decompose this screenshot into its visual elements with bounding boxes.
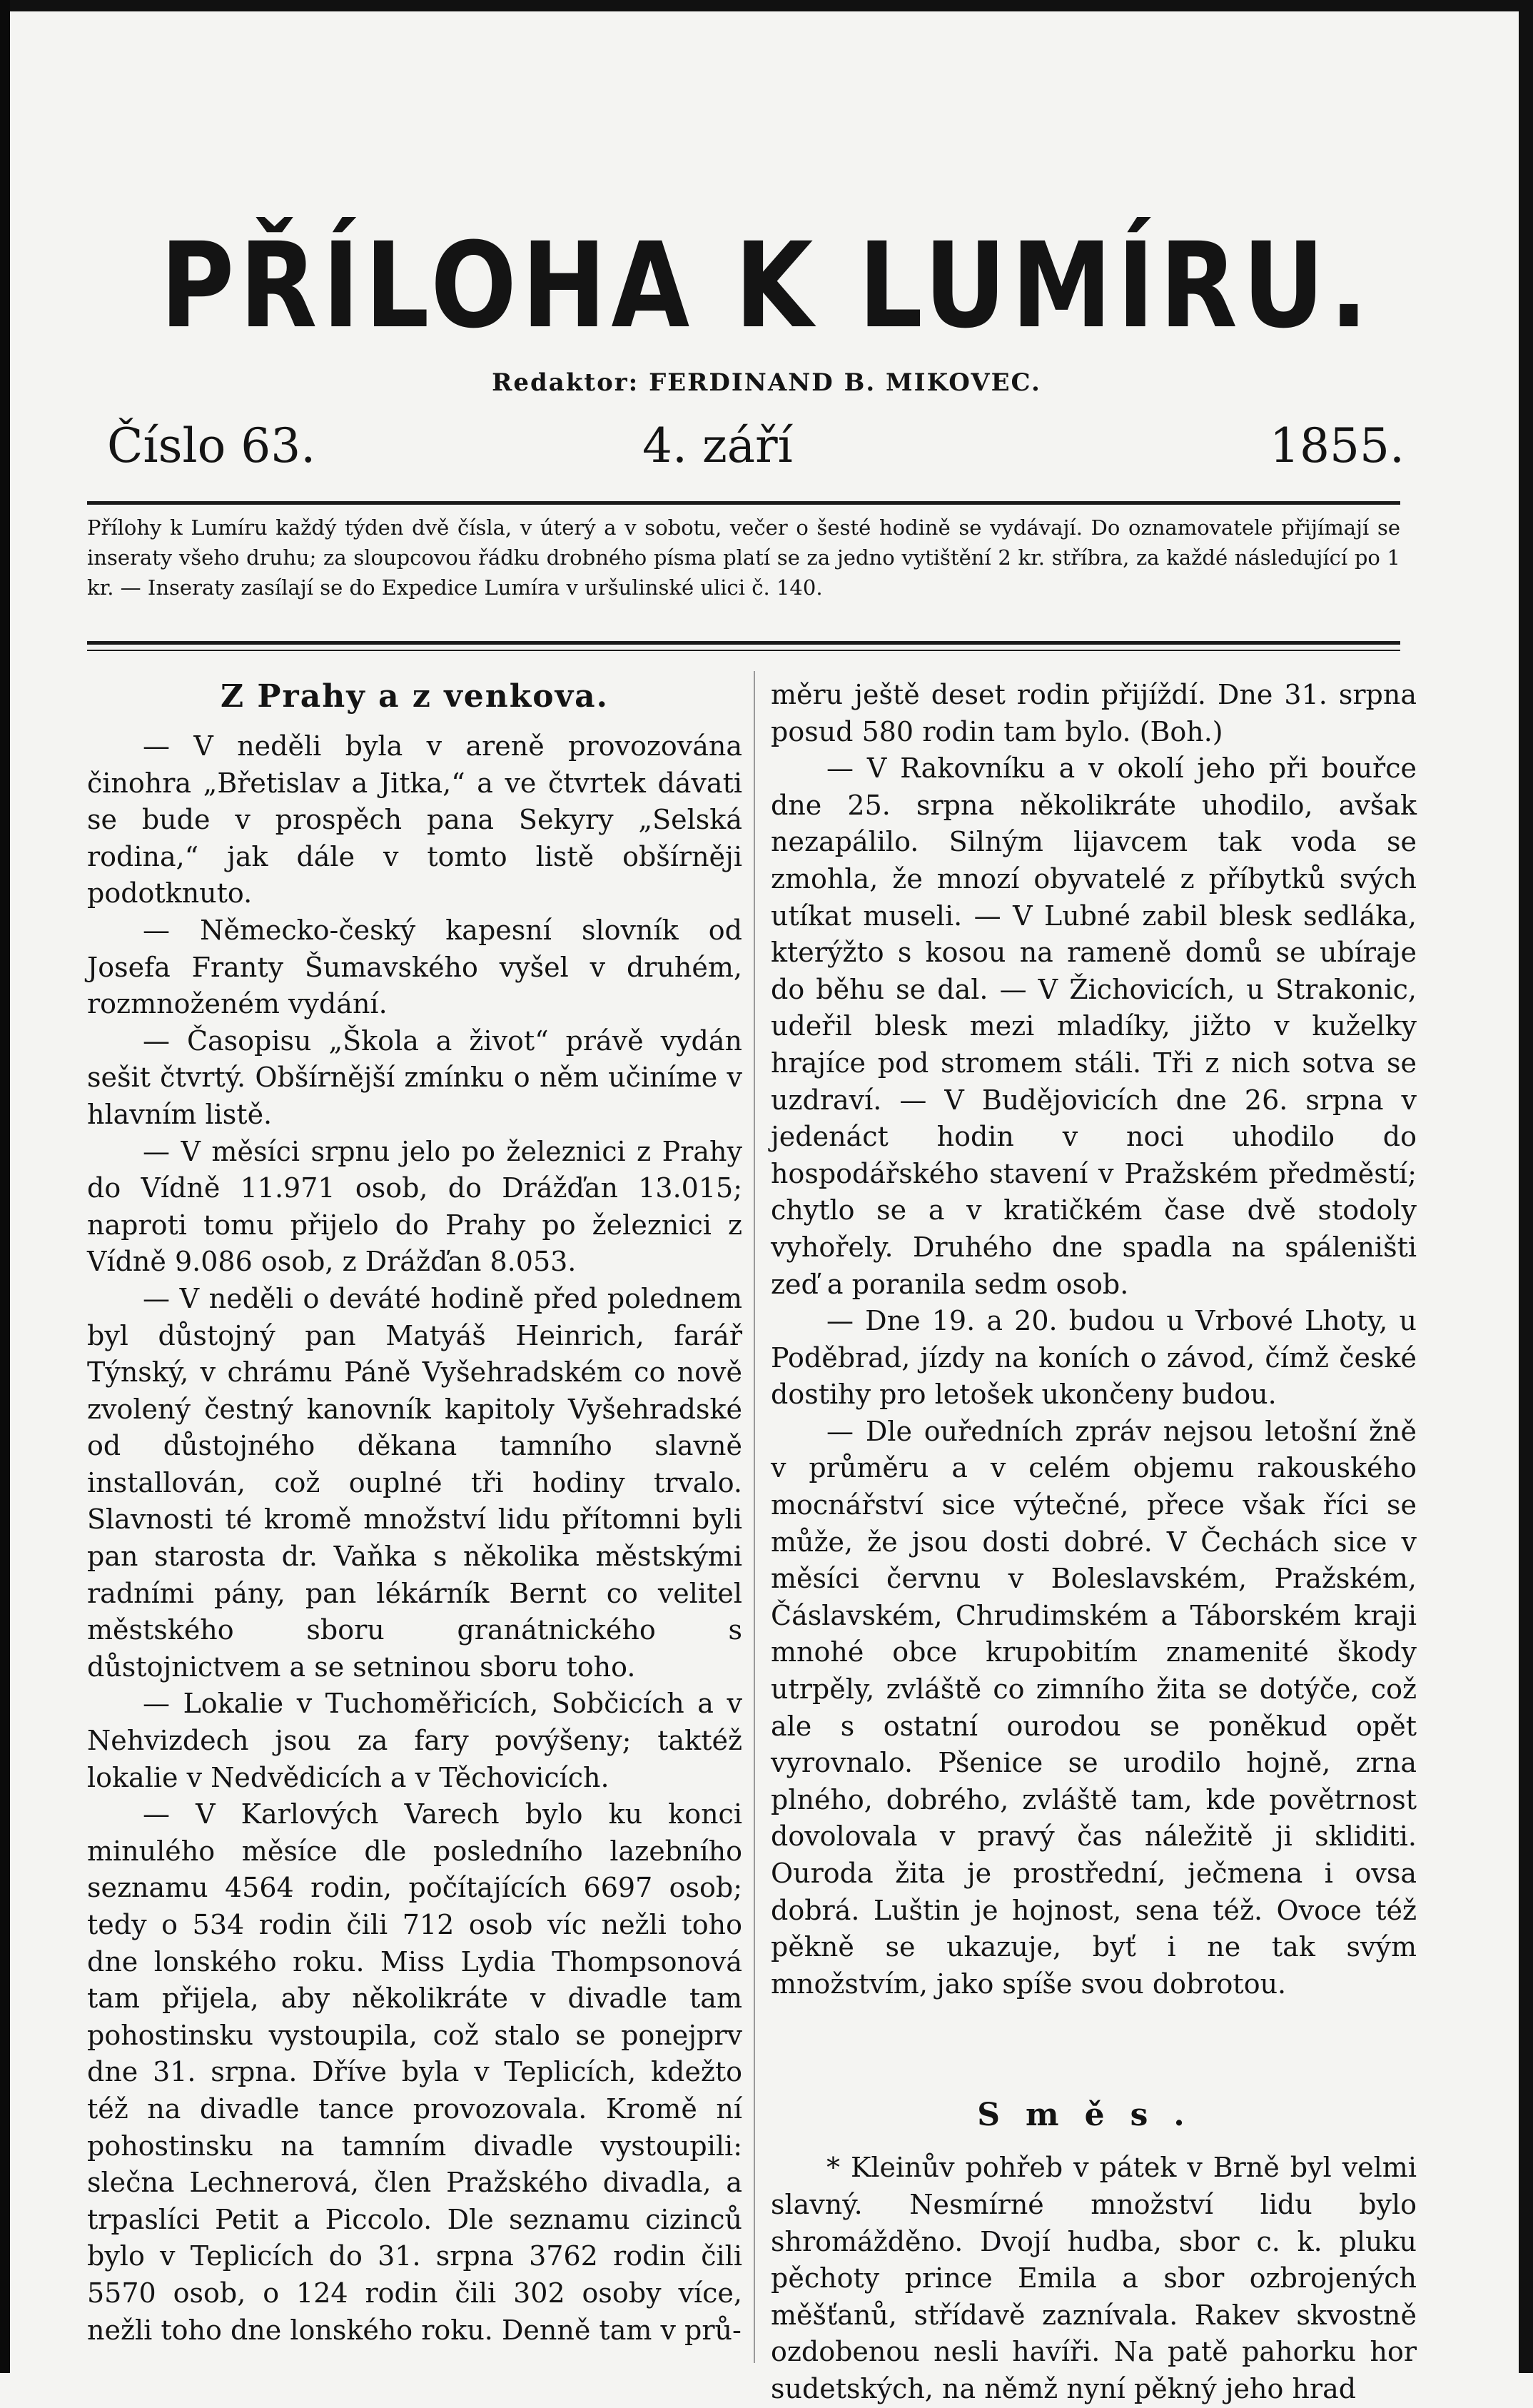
issue-date: 4. září	[642, 418, 793, 473]
news-paragraph: — Dle ouředních zpráv nejsou letošní žně v průměru a v celém objemu rakouského mocnářství sice výtečné, přece však říci se může, že jsou dosti dobré. V Čechách sice v měsíci červnu v Boleslavském, Pražském, Čáslavském, Chrudimském a Táborském kraji mnohé obce krupobitím znamenité škody utrpěly, zvláště co zimního žita se dotýče, což ale s ostatní ourodou se poněkud opět vyrovnalo. Pšenice se urodilo hojně, zrna plného, dobrého, zvláště tam, kde povětrnost dovolovala v pravý čas náležitě ji skliditi. Ouroda žita je prostřední, ječmena i ovsa dobrá. Luštin je hojnost, sena též. Ovoce též pěkně se ukazuje, byť i ne tak svým množstvím, jako spíše svou dobrotou.	[771, 1415, 1417, 2000]
rule-top	[87, 501, 1400, 505]
scan-edge-right	[1519, 0, 1533, 2373]
editor-line: Redaktor: FERDINAND B. MIKOVEC.	[492, 368, 1041, 397]
subscription-notice: Přílohy k Lumíru každý týden dvě čísla, v úterý a v sobotu, večer o šesté hodině se vydávají. Do oznamovatele přijímají se inseraty všeho druhu; za sloupcovou řádku drobného písma platí se za jedno vytištění 2 kr. stříbra, za každé následující po 1 kr. — Inseraty zasílají se do Expedice Lumíra v uršulinské ulici č. 140.	[87, 515, 1400, 600]
column-divider	[754, 671, 755, 2363]
news-paragraph: — V měsíci srpnu jelo po železnici z Prahy do Vídně 11.971 osob, do Drážďan 13.015; naproti tomu přijelo do Prahy po železnici z Vídně 9.086 osob, z Drážďan 8.053.	[87, 1135, 742, 1278]
news-paragraph: — V Rakovníku a v okolí jeho při bouřce dne 25. srpna několikráte uhodilo, avšak nezapálilo. Silným lijavcem tak voda se zmohla, že mnozí obyvatelé z příbytků svých utíkat museli. — V Lubné zabil blesk sedláka, kterýžto s kosou na rameně domů se ubíraje do běhu se dal. — V Žichovicích, u Strakonic, udeřil blesk mezi mladíky, jižto v kuželky hrajíce pod stromem stáli. Tři z nich sotva se uzdraví. — V Budějovicích dne 26. srpna v jedenáct hodin v noci uhodilo do hospodářského stavení v Pražském předměstí; chytlo se a v kratičkém čase dvě stodoly vyhořely. Druhého dne spadla na spáleništi zeď a poranila sedm osob.	[771, 752, 1417, 1300]
news-paragraph: — V Karlových Varech bylo ku konci minulého měsíce dle posledního lazebního seznamu 4564 rodin, počítajících 6697 osob; tedy o 534 rodin čili 712 osob víc nežli toho dne lonského roku. Miss Lydia Thompsonová tam přijela, aby několikráte v divadle tam pohostinsku vystoupila, což stalo se ponejprv dne 31. srpna. Dříve byla v Teplicích, kdežto též na divadle tance provozovala. Kromě ní pohostinsku na tamním divadle vystoupili: slečna Lechnerová, člen Pražského divadla, a trpaslíci Petit a Piccolo. Dle seznamu cizinců bylo v Teplicích do 31. srpna 3762 rodin čili 5570 osob, o 124 rodin čili 302 osoby více, nežli toho dne lonského roku. Denně tam v prů-	[87, 1798, 742, 2346]
news-paragraph: — Časopisu „Škola a život“ právě vydán sešit čtvrtý. Obšírnější zmínku o něm učiníme v hlavním listě.	[87, 1024, 742, 1130]
rule-bottom-thin	[87, 650, 1400, 651]
left-column	[87, 677, 742, 2349]
news-paragraph: — Německo-český kapesní slovník od Josefa Franty Šumavského vyšel v druhém, rozmnoženém vydání.	[87, 914, 742, 1020]
section-heading-smes: Směs.	[977, 2097, 1210, 2134]
scan-edge-left	[0, 0, 10, 2373]
section-heading-prague: Z Prahy a z venkova.	[220, 678, 609, 715]
news-paragraph: — Lokalie v Tuchoměřicích, Sobčicích a v Nehvizdech jsou za fary povýšeny; taktéž lokalie v Nedvědicích a v Těchovicích.	[87, 1688, 742, 1793]
rule-bottom-thick	[87, 641, 1400, 645]
issue-year: 1855.	[1270, 418, 1405, 473]
news-paragraph: — V neděli o deváté hodině před polednem byl důstojný pan Matyáš Heinrich, farář Týnský, v chrámu Páně Vyšehradském co nově zvolený čestný kanovník kapitoly Vyšehradské od důstojného děkana tamního slavně installován, což ouplné tři hodiny trvalo. Slavnosti té kromě množství lidu přítomni byli pan starosta dr. Vaňka s několika městskými radními pány, pan lékárník Bernt co velitel městského sboru granátnického s důstojnictvem a se setninou sboru toho.	[87, 1282, 742, 1683]
news-paragraph: — Dne 19. a 20. budou u Vrbové Lhoty, u Poděbrad, jízdy na koních o závod, čímž české dostihy pro letošek ukončeny budou.	[771, 1305, 1417, 1411]
news-paragraph: * Kleinův pohřeb v pátek v Brně byl velmi slavný. Nesmírné množství lidu bylo shromážděno. Dvojí hudba, sbor c. k. pluku pěchoty prince Emila a sbor ozbrojených měšťanů, střídavě zaznívala. Rakev skvostně ozdobenou nesli havíři. Na patě pahorku hor sudetských, na němž nyní pěkný jeho hrad	[771, 2152, 1417, 2404]
news-paragraph: — V neděli byla v areně provozována činohra „Břetislav a Jitka,“ a ve čtvrtek dávati se bude v prospěch pana Sekyry „Selská rodina,“ jak dále v tomto listě obšírněji podotknuto.	[87, 730, 742, 910]
continued-paragraph: měru ještě deset rodin přijíždí. Dne 31. srpna posud 580 rodin tam bylo. (Boh.)	[771, 679, 1417, 747]
masthead-title: PŘÍLOHA K LUMÍRU.	[160, 217, 1373, 354]
right-column	[771, 677, 1417, 2408]
scan-edge-top	[0, 0, 1533, 11]
issue-number: Číslo 63.	[107, 418, 316, 473]
